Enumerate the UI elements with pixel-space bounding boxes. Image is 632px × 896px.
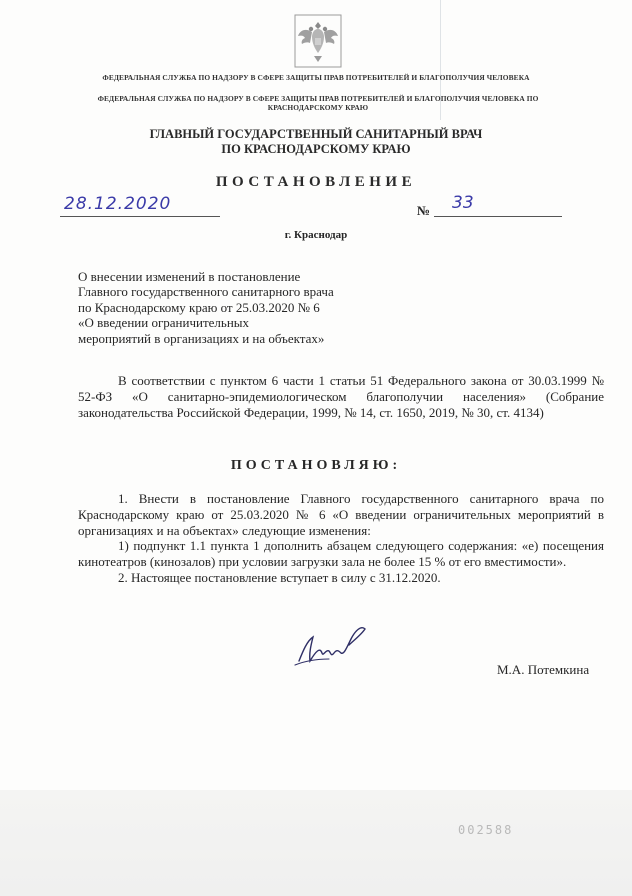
decree-heading: ПОСТАНОВЛЯЮ: (230, 458, 402, 473)
decree-item: 1. Внести в постановление Главного государственного санитарного врача по Краснодарскому краю от 25.03.2020 № 6 «О введении ограничительных мероприятий в организациях и на объектах» следующие изменения: (78, 491, 604, 538)
decree-items (78, 491, 604, 586)
issuer-title-line2: ПО КРАСНОДАРСКОМУ КРАЮ (221, 142, 411, 156)
serial-number: 002588 (458, 823, 514, 837)
issuer-title-line1: ГЛАВНЫЙ ГОСУДАРСТВЕННЫЙ САНИТАРНЫЙ ВРАЧ (149, 127, 483, 141)
number-label: № (417, 203, 431, 218)
handwritten-date: 28.12.2020 (64, 194, 172, 214)
russian-coat-of-arms-icon (294, 14, 342, 68)
decree-item: 2. Настоящее постановление вступает в силу с 31.12.2020. (118, 569, 441, 585)
signer-name: М.А. Потемкина (497, 662, 590, 677)
subject-line: «О введении ограничительных (78, 315, 250, 331)
regional-organization-name: ФЕДЕРАЛЬНАЯ СЛУЖБА ПО НАДЗОРУ В СФЕРЕ ЗАЩИТЫ ПРАВ ПОТРЕБИТЕЛЕЙ И БЛАГОПОЛУЧИЯ ЧЕЛОВЕКА ПО КРАСНОДАРСКОМУ КРАЮ (97, 94, 539, 112)
document-type-title: ПОСТАНОВЛЕНИЕ (215, 174, 417, 190)
city-label: г. Краснодар (284, 229, 348, 241)
handwritten-number: 33 (452, 193, 474, 213)
number-field (434, 193, 562, 217)
preamble-paragraph: В соответствии с пунктом 6 части 1 статьи 51 Федерального закона от 30.03.1999 № 52-ФЗ «О санитарно-эпидемиологическом благополучии населения» (Собрание законодательства Российской Федерации, 1999, № 14, ст. 1650, 2019, № 30, ст. 4134) (78, 373, 604, 420)
subject-line: Главного государственного санитарного врача (78, 284, 334, 300)
subject-line: по Краснодарскому краю от 25.03.2020 № 6 (78, 299, 320, 315)
issuer-title (0, 127, 632, 157)
scan-bottom-band (0, 790, 632, 896)
organization-name: ФЕДЕРАЛЬНАЯ СЛУЖБА ПО НАДЗОРУ В СФЕРЕ ЗАЩИТЫ ПРАВ ПОТРЕБИТЕЛЕЙ И БЛАГОПОЛУЧИЯ ЧЕЛОВЕКА (102, 73, 530, 82)
subject-block (78, 269, 398, 346)
date-field (60, 196, 220, 217)
handwritten-signature-icon (293, 625, 383, 673)
decree-item: 1) подпункт 1.1 пункта 1 дополнить абзацем следующего содержания: «е) посещения кинотеатров (кинозалов) при условии загрузки зала не более 15 % от его вместимости». (78, 538, 604, 570)
subject-line: О внесении изменений в постановление (78, 269, 301, 284)
subject-line: мероприятий в организациях и на объектах» (78, 330, 325, 346)
